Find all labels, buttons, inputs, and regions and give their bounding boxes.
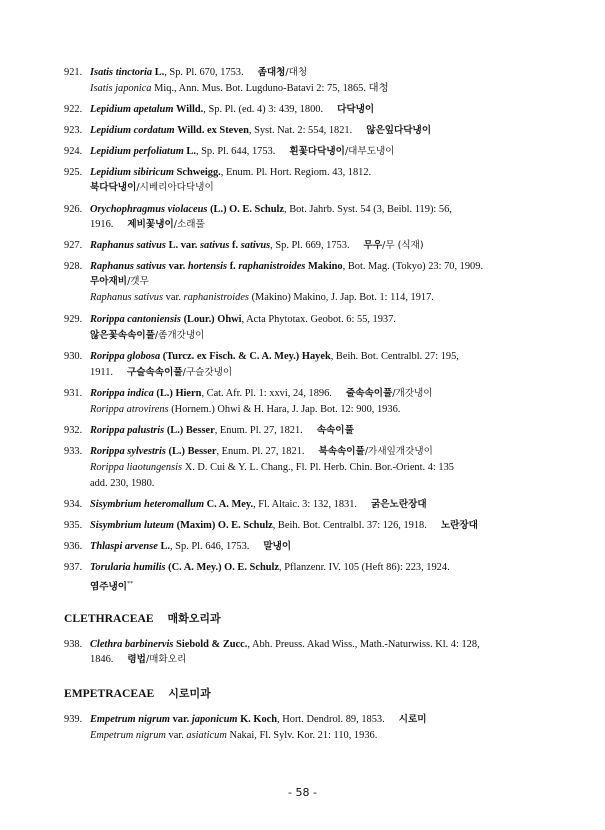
entry-939-synonym: Empetrum nigrum var. asiaticum Nakai, Fl. Sylv. Kor. 21: 110, 1936. xyxy=(90,730,378,741)
entry-935: 935. Sisymbrium luteum (Maxim) O. E. Schulz, Beih. Bot. Centralbl. 37: 126, 1918. 노란장대 xyxy=(64,520,478,531)
entry-932: 932. Rorippa palustris (L.) Besser, Enum. Pl. 27, 1821. 속속이풀 xyxy=(64,425,354,436)
entry-925: 925. Lepidium sibiricum Schweigg., Enum. Pl. Hort. Regiom. 43, 1812. xyxy=(64,167,372,178)
entry-922: 922. Lepidium apetalum Willd., Sp. Pl. (ed. 4) 3: 439, 1800. 다닥냉이 xyxy=(64,104,375,115)
entry-933: 933. Rorippa sylvestris (L.) Besser, Enum. Pl. 27, 1821. 북속속이풀/가새잎개갓냉이 xyxy=(64,446,433,457)
entry-930-cont: 1911. 구슬속속이풀/구슬갓냉이 xyxy=(90,367,233,378)
family-heading-empetraceae: EMPETRACEAE 시로미과 xyxy=(64,687,211,700)
entry-926-cont: 1916. 제비꽃냉이/소래풀 xyxy=(90,219,205,230)
entry-921: 921. Isatis tinctoria L., Sp. Pl. 670, 1753. 좀대청/대청 xyxy=(64,67,308,78)
page-number: - 58 - xyxy=(288,786,317,799)
entry-926: 926. Orychophragmus violaceus (L.) O. E. Schulz, Bot. Jahrb. Syst. 54 (3, Beibl. 119): 56, xyxy=(64,204,452,215)
entry-928-synonym: Raphanus sativus var. raphanistroides (Makino) Makino, J. Jap. Bot. 1: 114, 1917. xyxy=(90,292,434,303)
entry-937: 937. Torularia humilis (C. A. Mey.) O. E. Schulz, Pflanzenr. IV. 105 (Heft 86): 223, 1924. xyxy=(64,562,450,573)
entry-923: 923. Lepidium cordatum Willd. ex Steven, Syst. Nat. 2: 554, 1821. 않은잎다닥냉이 xyxy=(64,125,432,136)
entry-921-synonym: Isatis japonica Miq., Ann. Mus. Bot. Lugduno-Batavi 2: 75, 1865. 대청 xyxy=(90,83,389,94)
entry-927: 927. Raphanus sativus L. var. sativus f. sativus, Sp. Pl. 669, 1753. 무우/무 (식재) xyxy=(64,240,424,251)
entry-938-cont: 1846. 령법/매화오리 xyxy=(90,654,187,665)
entry-929: 929. Rorippa cantoniensis (Lour.) Ohwi, Acta Phytotax. Geobot. 6: 55, 1937. xyxy=(64,314,396,325)
entry-939: 939. Empetrum nigrum var. japonicum K. Koch, Hort. Dendrol. 89, 1853. 시로미 xyxy=(64,714,427,725)
entry-929-korean: 않은꽃속속이풀/좀개갓냉이 xyxy=(90,330,205,341)
entry-938: 938. Clethra barbinervis Siebold & Zucc., Abh. Preuss. Akad Wiss., Math.-Naturwiss. Kl. 4: 128, xyxy=(64,639,480,650)
entry-928: 928. Raphanus sativus var. hortensis f. raphanistroides Makino, Bot. Mag. (Tokyo) 23: 70, 1909. xyxy=(64,261,484,272)
family-heading-clethraceae: CLETHRACEAE 매화오리과 xyxy=(64,612,221,625)
entry-931-synonym: Rorippa atrovirens (Hornem.) Ohwi & H. Hara, J. Jap. Bot. 12: 900, 1936. xyxy=(90,404,401,415)
entry-930: 930. Rorippa globosa (Turcz. ex Fisch. & C. A. Mey.) Hayek, Beih. Bot. Centralbl. 27: 195, xyxy=(64,351,459,362)
entry-936: 936. Thlaspi arvense L., Sp. Pl. 646, 1753. 말냉이 xyxy=(64,541,292,552)
entry-928-korean: 무아재비/갯무 xyxy=(90,276,149,287)
entry-937-korean: 염주냉이** xyxy=(90,581,134,593)
entry-924: 924. Lepidium perfoliatum L., Sp. Pl. 644, 1753. 흰꽃다닥냉이/대부도냉이 xyxy=(64,146,395,157)
entry-925-korean: 북다닥냉이/시베리아다닥냉이 xyxy=(90,182,214,193)
entry-934: 934. Sisymbrium heteromallum C. A. Mey., Fl. Altaic. 3: 132, 1831. 굵은노란장대 xyxy=(64,499,427,510)
entry-933-synonym: Rorippa liaotungensis X. D. Cui & Y. L. Chang., Fl. Pl. Herb. Chin. Bor.-Orient. 4: 135 xyxy=(90,462,454,473)
entry-933-synonym-cont: add. 230, 1980. xyxy=(90,478,155,489)
entry-931: 931. Rorippa indica (L.) Hiern, Cat. Afr. Pl. 1: xxvi, 24, 1896. 줄속속이풀/개갓냉이 xyxy=(64,388,433,399)
